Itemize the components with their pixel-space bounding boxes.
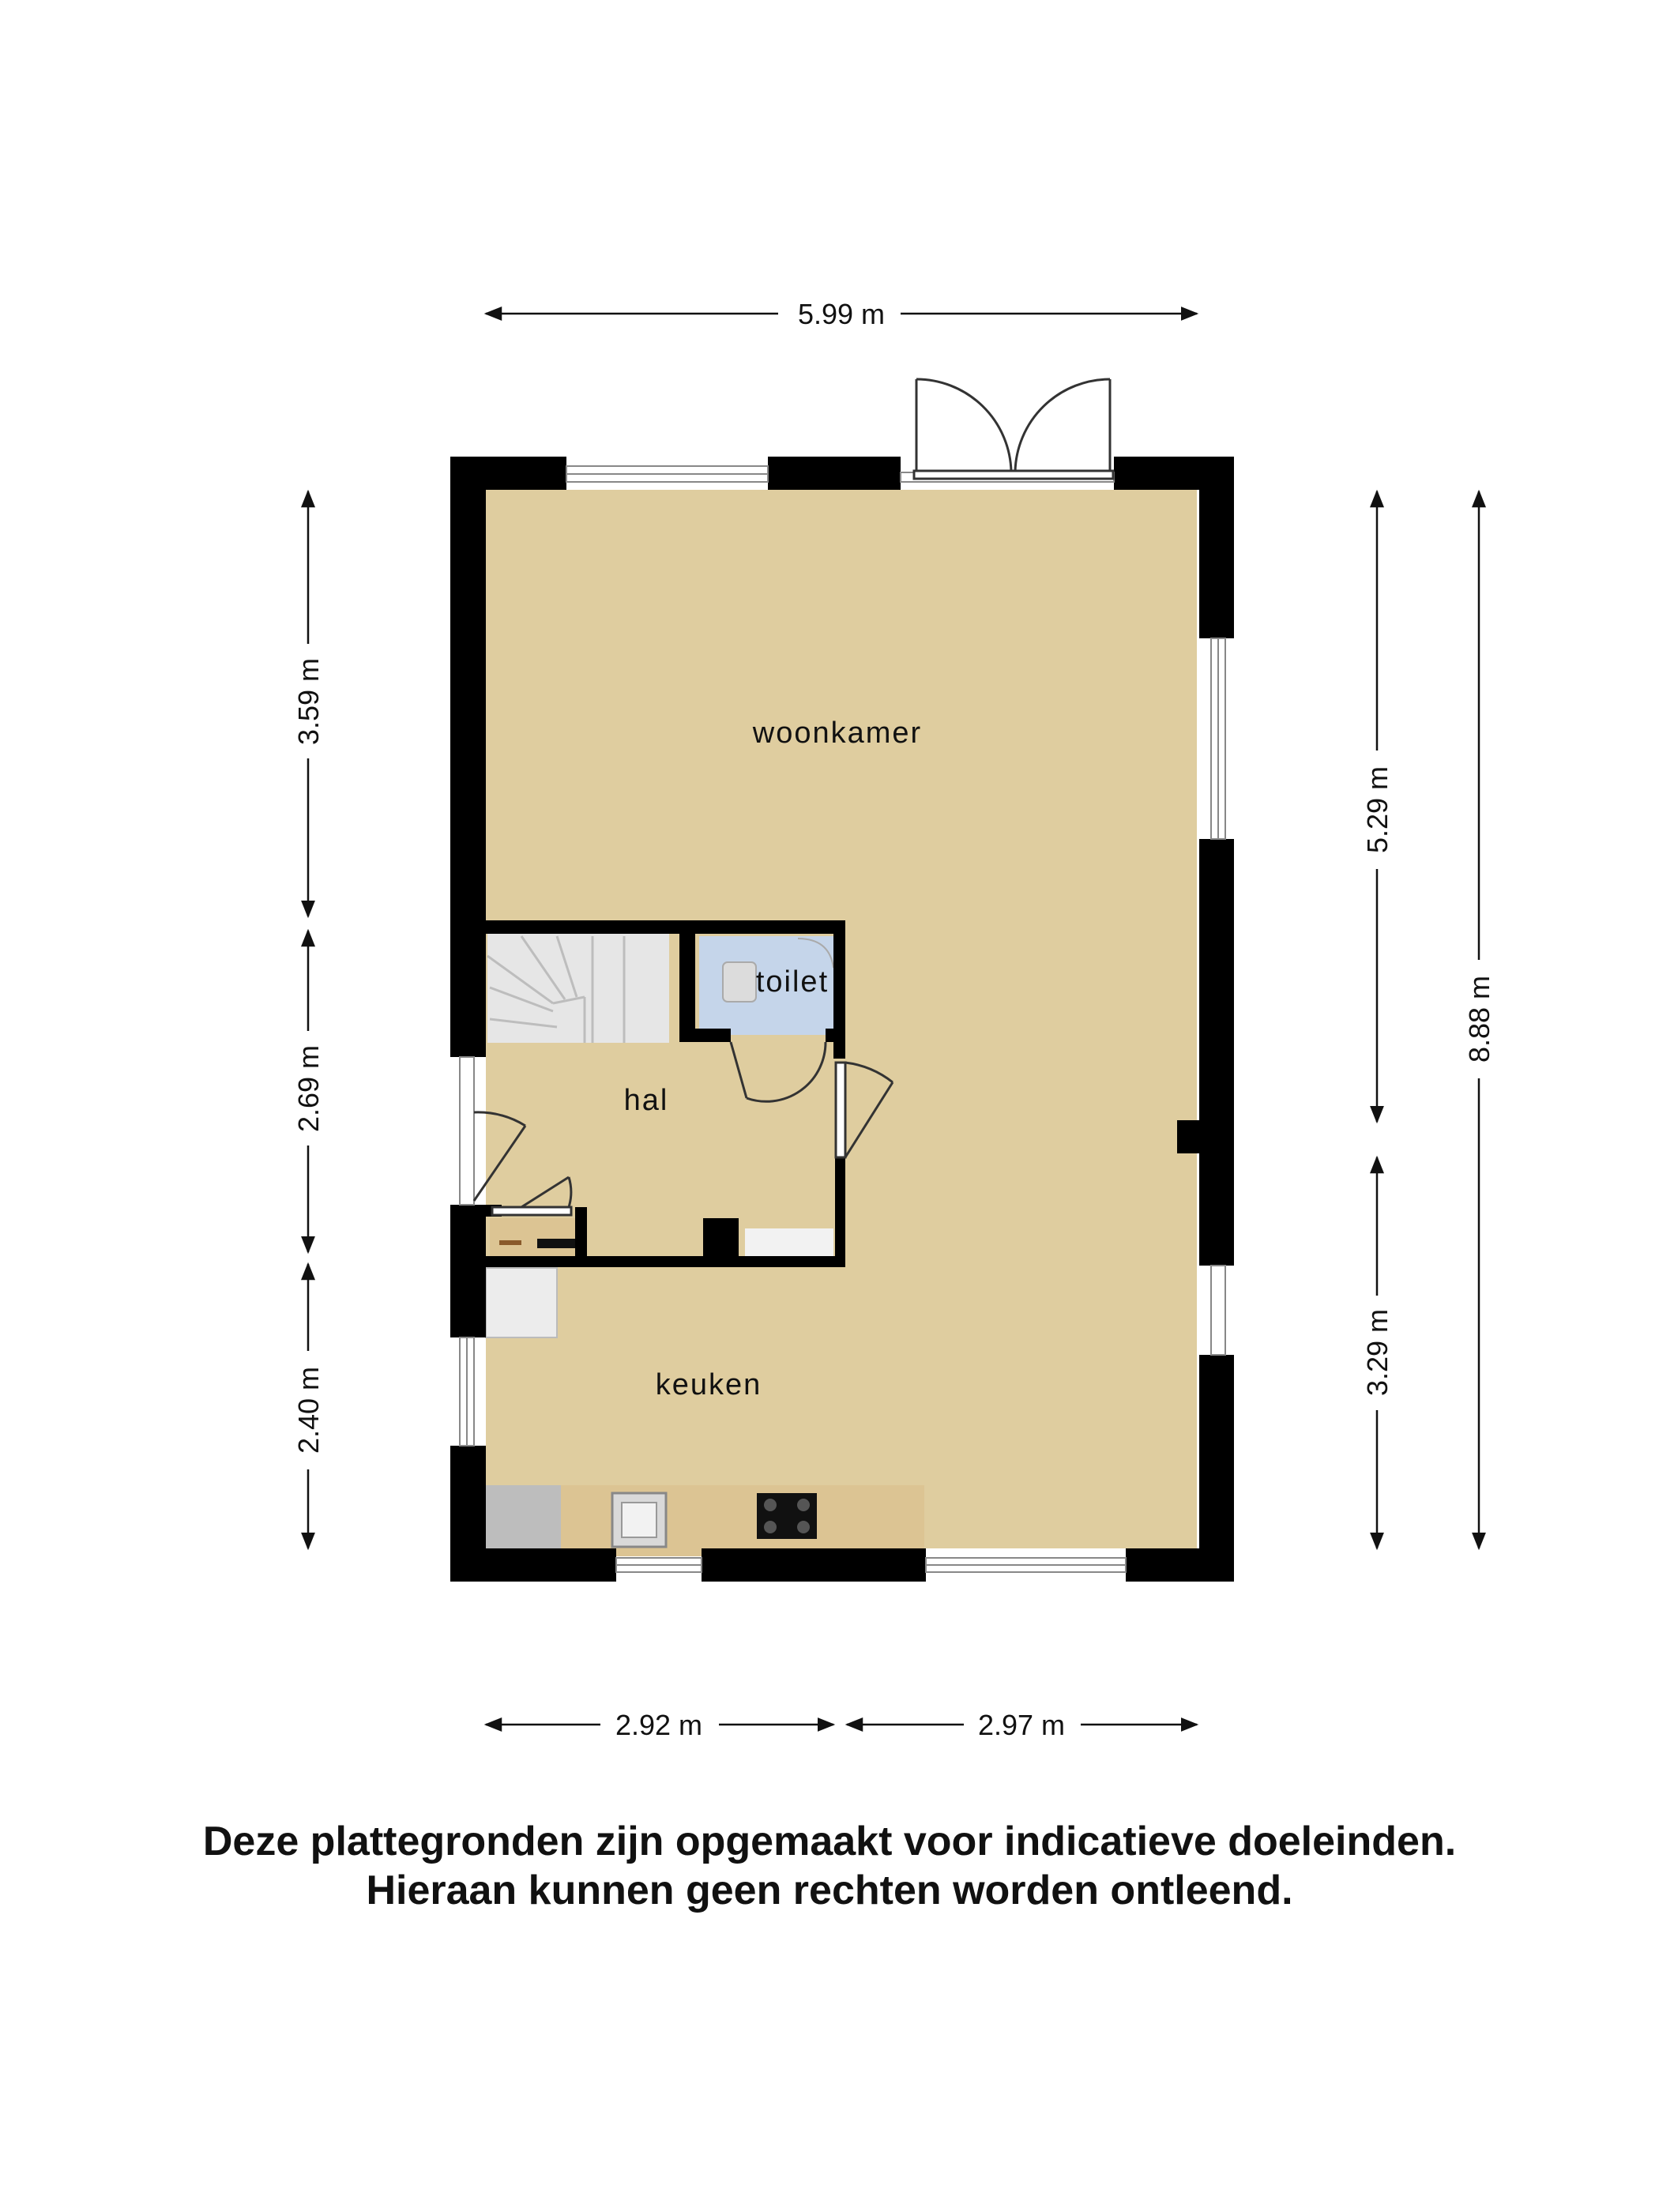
stairs bbox=[487, 934, 669, 1043]
room-label-keuken: keuken bbox=[655, 1368, 762, 1401]
disclaimer-line-1: Deze plattegronden zijn opgemaakt voor indicatieve doeleinden. bbox=[202, 1819, 1457, 1864]
fridge bbox=[486, 1268, 557, 1337]
dim-label-bottom-right: 2.97 m bbox=[977, 1709, 1066, 1741]
cooktop bbox=[757, 1493, 817, 1539]
wardrobe bbox=[490, 1218, 581, 1256]
dim-label-left-middle: 2.69 m bbox=[292, 1044, 325, 1133]
dim-label-left-top: 3.59 m bbox=[292, 657, 325, 746]
dim-label-right-total: 8.88 m bbox=[1463, 975, 1495, 1063]
dim-label-bottom-left: 2.92 m bbox=[615, 1709, 703, 1741]
dim-label-top-total: 5.99 m bbox=[797, 298, 886, 330]
disclaimer bbox=[0, 1817, 1659, 1915]
disclaimer-line-2: Hieraan kunnen geen rechten worden ontleend. bbox=[366, 1868, 1293, 1913]
room-label-woonkamer: woonkamer bbox=[752, 717, 923, 750]
dim-label-right-top: 5.29 m bbox=[1361, 766, 1394, 854]
hal-cabinet bbox=[745, 1228, 833, 1256]
dim-label-right-bottom: 3.29 m bbox=[1361, 1308, 1394, 1397]
room-label-toilet: toilet bbox=[755, 965, 830, 999]
kitchen-counter bbox=[486, 1485, 924, 1556]
dim-label-left-bottom: 2.40 m bbox=[292, 1366, 325, 1454]
room-label-hal: hal bbox=[623, 1084, 669, 1117]
